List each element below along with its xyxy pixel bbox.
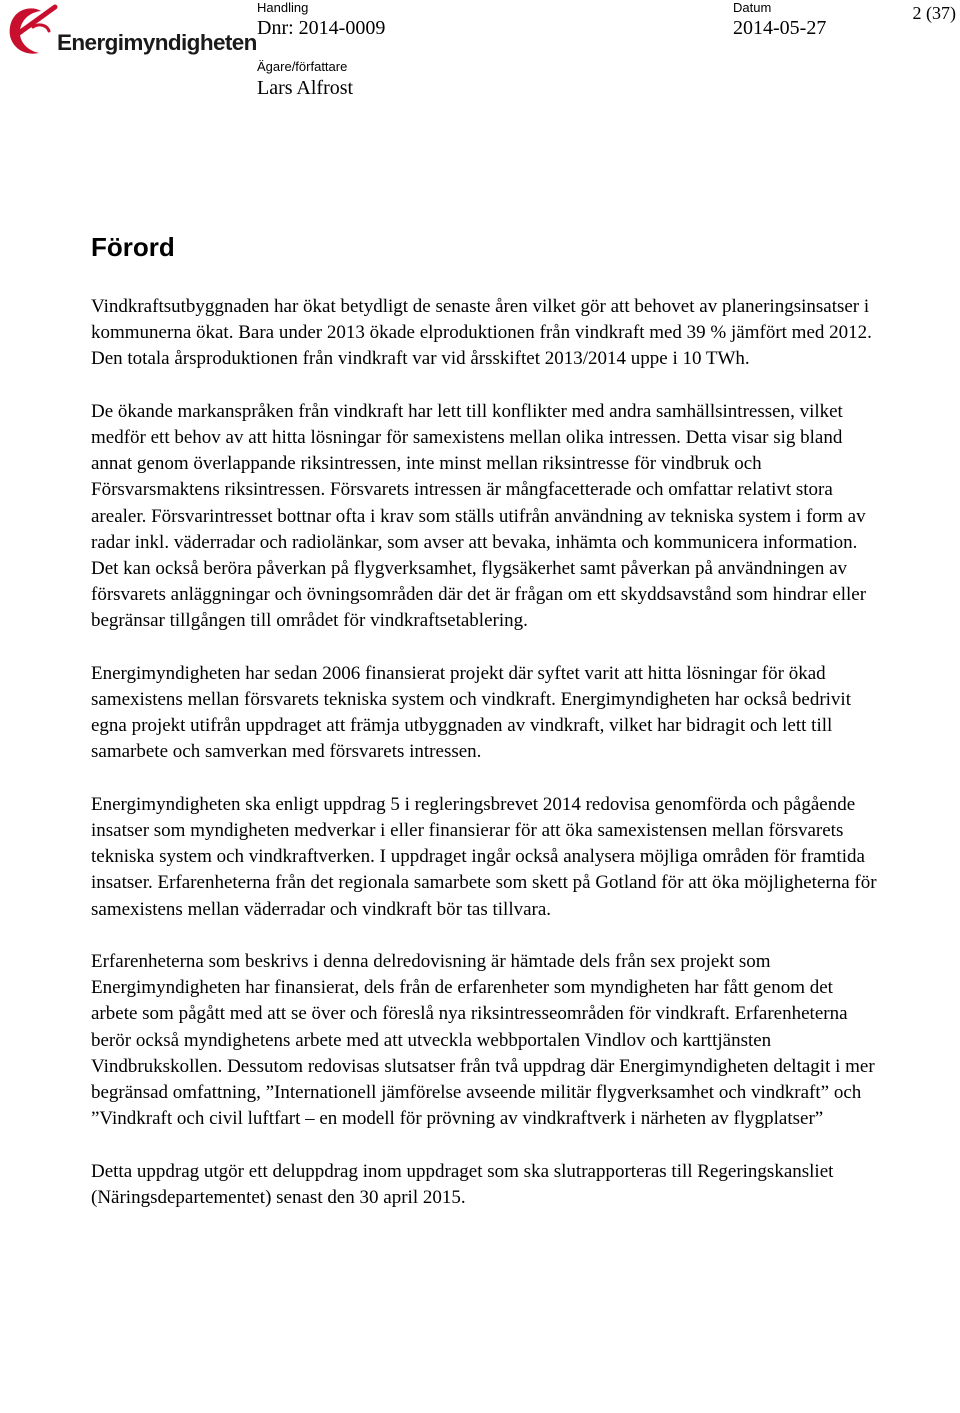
handling-value: Dnr: 2014-0009 <box>257 17 386 39</box>
energimyndigheten-logo <box>5 3 257 61</box>
handling-label: Handling <box>257 0 309 15</box>
paragraph: Erfarenheterna som beskrivs i denna delredovisning är hämtade dels från sex projekt som Energimyndigheten har finansierat, dels från de erfarenheter som myndigheten har fått genom det arbete som pågått med att se över och föreslå nya riksintresseområden för vindkraft. Erfarenheterna berör också myndighetens arbete med att utveckla webbportalen Vindlov och karttjänsten Vindbrukskollen. Dessutom redovisas slutsatser från två uppdrag där Energimyndigheten deltagit i mer begränsad omfattning, ”Internationell jämförelse avseende militär flygverksamhet och vindkraft” och ”Vindkraft och civil luftfart – en modell för prövning av vindkraftverk i närheten av flygplatser” <box>91 951 875 1130</box>
logo-emblem-icon <box>5 3 65 61</box>
logo-wordmark: Energimyndigheten <box>57 30 257 55</box>
paragraph: Vindkraftsutbyggnaden har ökat betydligt de senaste åren vilket gör att behovet av planeringsinsatser i kommunerna ökat. Bara under 2013 ökade elproduktionen från vindkraft med 39 % jämfört med 2012. Den totala årsproduktionen från vindkraft var vid årsskiftet 2013/2014 uppe i 10 TWh. <box>91 296 872 370</box>
paragraph: Energimyndigheten har sedan 2006 finansierat projekt där syftet varit att hitta lösningar för ökad samexistens mellan försvarets tekniska system och vindkraft. Energimyndigheten har också bedrivit egna projekt utifrån uppdraget att främja utbyggnaden av vindkraft, vilket har bidragit och lett till samarbete och samverkan med försvarets intressen. <box>91 662 851 763</box>
datum-value: 2014-05-27 <box>733 17 827 39</box>
page-number: 2 (37) <box>912 3 956 23</box>
document-body <box>91 294 881 1237</box>
paragraph: Energimyndigheten ska enligt uppdrag 5 i regleringsbrevet 2014 redovisa genomförda och pågående insatser som myndigheten medverkar i eller finansierar för att öka samexistensen mellan försvarets tekniska system och vindkraftverken. I uppdraget ingår också analysera möjliga områden för framtida insatser. Erfarenheterna från det regionala samarbete som skett på Gotland för att öka möjligheterna för samexistens mellan väderradar och vindkraft bör tas tillvara. <box>91 793 877 920</box>
page-title: Förord <box>91 232 175 262</box>
datum-label: Datum <box>733 0 772 15</box>
owner-label: Ägare/författare <box>257 59 348 74</box>
paragraph: Detta uppdrag utgör ett deluppdrag inom uppdraget som ska slutrapporteras till Regeringskansliet (Näringsdepartementet) senast den 30 april 2015. <box>91 1160 834 1208</box>
owner-value: Lars Alfrost <box>257 77 354 99</box>
paragraph: De ökande markanspråken från vindkraft har lett till konflikter med andra samhällsintressen, vilket medför ett behov av att hitta lösningar för samexistens mellan olika intressen. Detta visar sig bland annat genom överlappande riksintressen, inte minst mellan riksintresse för vindbruk och Försvarsmaktens riksintressen. Försvarets intressen är mångfacetterade och omfattar relativt stora arealer. Försvarintresset bottnar ofta i krav som ställs utifrån användning av tekniska system i form av radar inkl. väderradar och radiolänkar, som avser att bevaka, inhämta och kommunicera information. Det kan också beröra påverkan på flygverksamhet, flygsäkerhet samt påverkan på användningen av försvarets anläggningar och övningsområden där det är frågan om ett skyddsavstånd som hindrar eller begränsar tillgången till området för vindkraftsetablering. <box>91 400 867 632</box>
